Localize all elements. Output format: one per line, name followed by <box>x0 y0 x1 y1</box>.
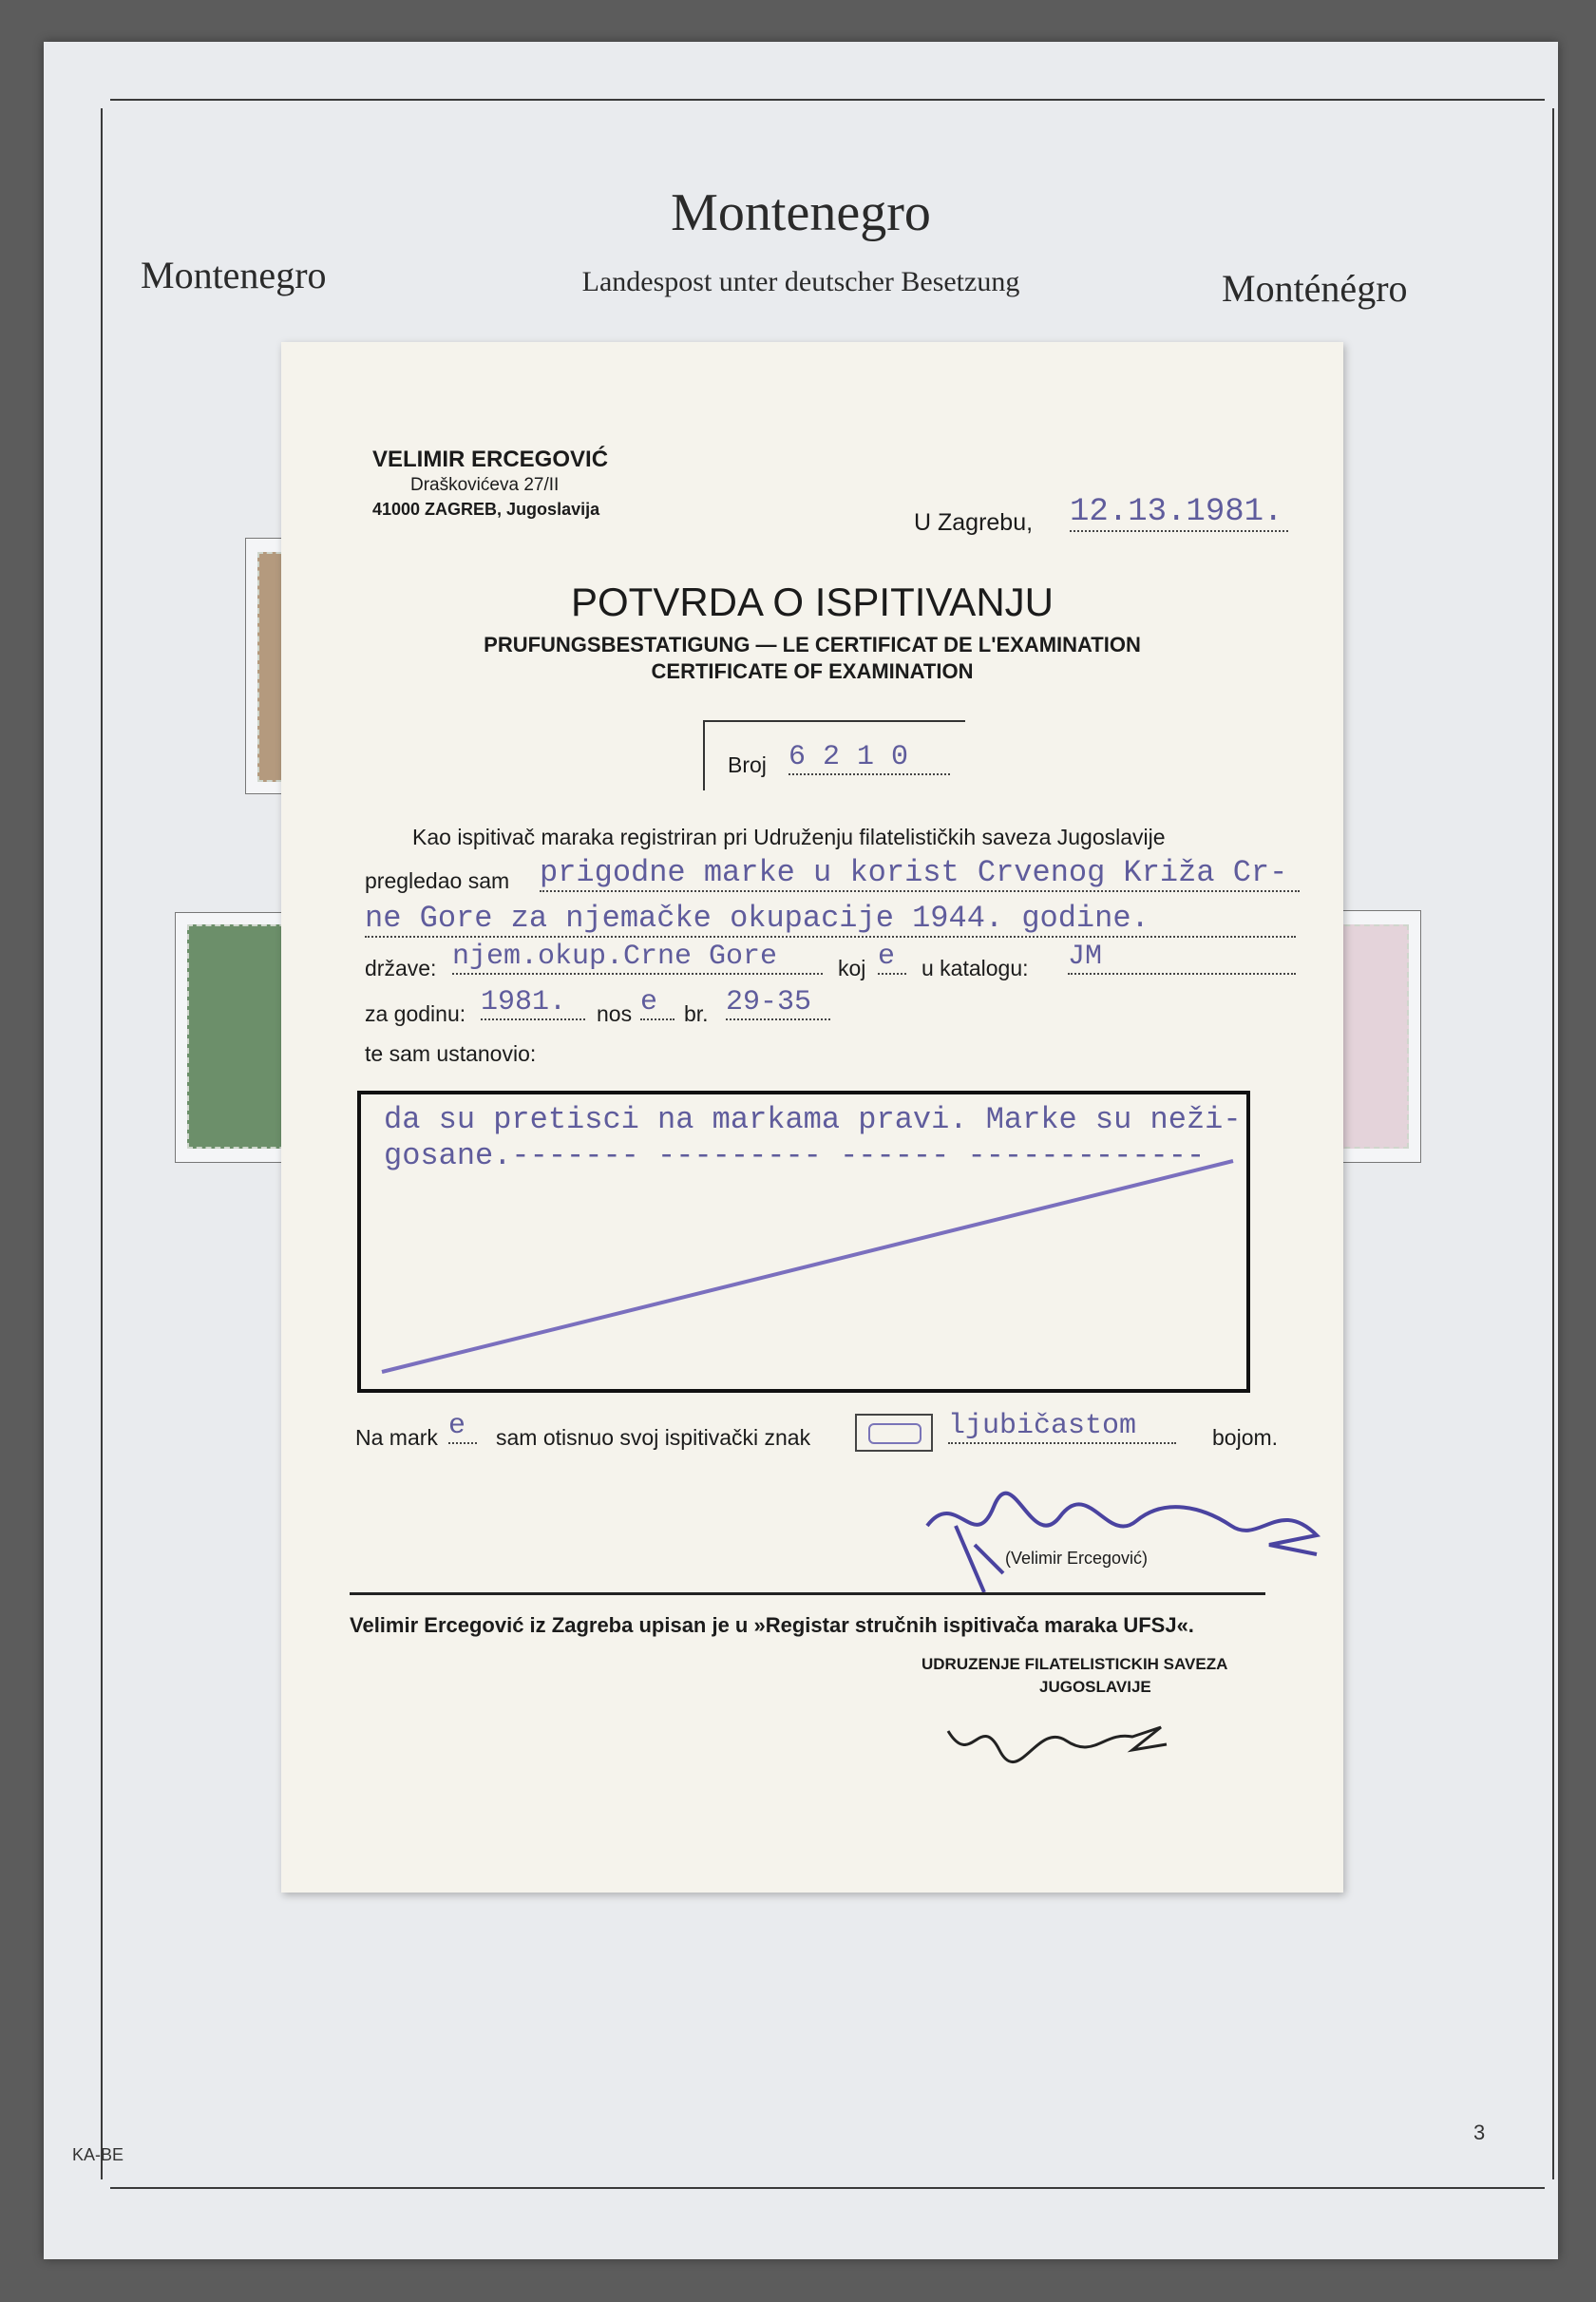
expert-name: VELIMIR ERCEGOVIĆ <box>372 447 609 472</box>
stamp-mount-3 <box>1334 910 1421 1163</box>
publisher-mark: KA-BE <box>72 2145 124 2164</box>
country-label: države: <box>365 956 437 980</box>
union-signature <box>942 1703 1170 1788</box>
stamp-pink <box>1335 924 1409 1149</box>
union-line-2: JUGOSLAVIJE <box>1039 1678 1151 1696</box>
year-label: za godinu: <box>365 1001 466 1026</box>
catalog-pre-typed: e <box>878 941 906 975</box>
nos-typed: e <box>640 986 674 1020</box>
findings-line-2: gosane.------- --------- ------ ------------- <box>384 1138 1206 1173</box>
ink-label: bojom. <box>1212 1425 1279 1450</box>
registry-text: Velimir Ercegović iz Zagreba upisan je u »Registar stručnih ispitivača maraka UFSJ«. <box>350 1613 1194 1637</box>
right-header: Monténégro <box>1222 267 1408 310</box>
certificate-title: POTVRDA O ISPITIVANJU <box>571 580 1054 624</box>
ink-value: ljubičastom <box>948 1410 1176 1444</box>
mark-typed: e <box>448 1410 477 1444</box>
mark-text-1: Na mark <box>355 1425 438 1450</box>
findings-line-1: da su pretisci na markama pravi. Marke su neži- <box>384 1102 1242 1137</box>
place-label: U Zagrebu, <box>914 509 1034 536</box>
date-value: 12.13.1981. <box>1070 494 1288 532</box>
catalog-pre: koj <box>838 956 866 980</box>
number-value: 6 2 1 0 <box>788 741 950 775</box>
examined-line-2: ne Gore za njemačke okupacije 1944. godine. <box>365 901 1296 938</box>
number-label: Broj <box>728 752 767 777</box>
mark-text-2: sam otisnuo svoj ispitivački znak <box>496 1425 811 1450</box>
expertise-certificate <box>281 342 1343 1893</box>
union-line-1: UDRUZENJE FILATELISTICKIH SAVEZA <box>922 1655 1228 1673</box>
left-header: Montenegro <box>141 254 327 296</box>
nr-value: 29-35 <box>726 986 830 1020</box>
expert-signature <box>918 1469 1336 1602</box>
country-value: njem.okup.Crne Gore <box>452 941 823 975</box>
certificate-subtitle-2: CERTIFICATE OF EXAMINATION <box>651 659 974 683</box>
signature-caption: (Velimir Ercegović) <box>1005 1549 1149 1568</box>
nr-label: br. <box>684 1001 709 1026</box>
album-title: Montenegro <box>671 183 931 242</box>
year-value: 1981. <box>481 986 585 1020</box>
page-number: 3 <box>1473 2121 1486 2144</box>
address-line-2: 41000 ZAGREB, Jugoslavija <box>372 500 600 519</box>
examined-line-1: prigodne marke u korist Crvenog Križa Cr- <box>540 855 1300 892</box>
separator-line <box>350 1592 1265 1595</box>
examined-label: pregledao sam <box>365 868 510 893</box>
page-subtitle: Landespost unter deutscher Besetzung <box>581 266 1020 297</box>
catalog-value: JM <box>1068 941 1296 975</box>
certificate-subtitle-1: PRUFUNGSBESTATIGUNG — LE CERTIFICAT DE L'EXAMINATION <box>484 633 1141 656</box>
expert-mark-stamp <box>868 1423 922 1444</box>
findings-label: te sam ustanovio: <box>365 1041 537 1066</box>
address-line-1: Draškovićeva 27/II <box>410 475 560 495</box>
nos-label: nos <box>597 1001 633 1026</box>
intro-text: Kao ispitivač maraka registriran pri Udruženju filatelističkih saveza Jugoslavije <box>412 825 1166 849</box>
expert-mark-box <box>855 1414 933 1452</box>
catalog-label: u katalogu: <box>922 956 1029 980</box>
